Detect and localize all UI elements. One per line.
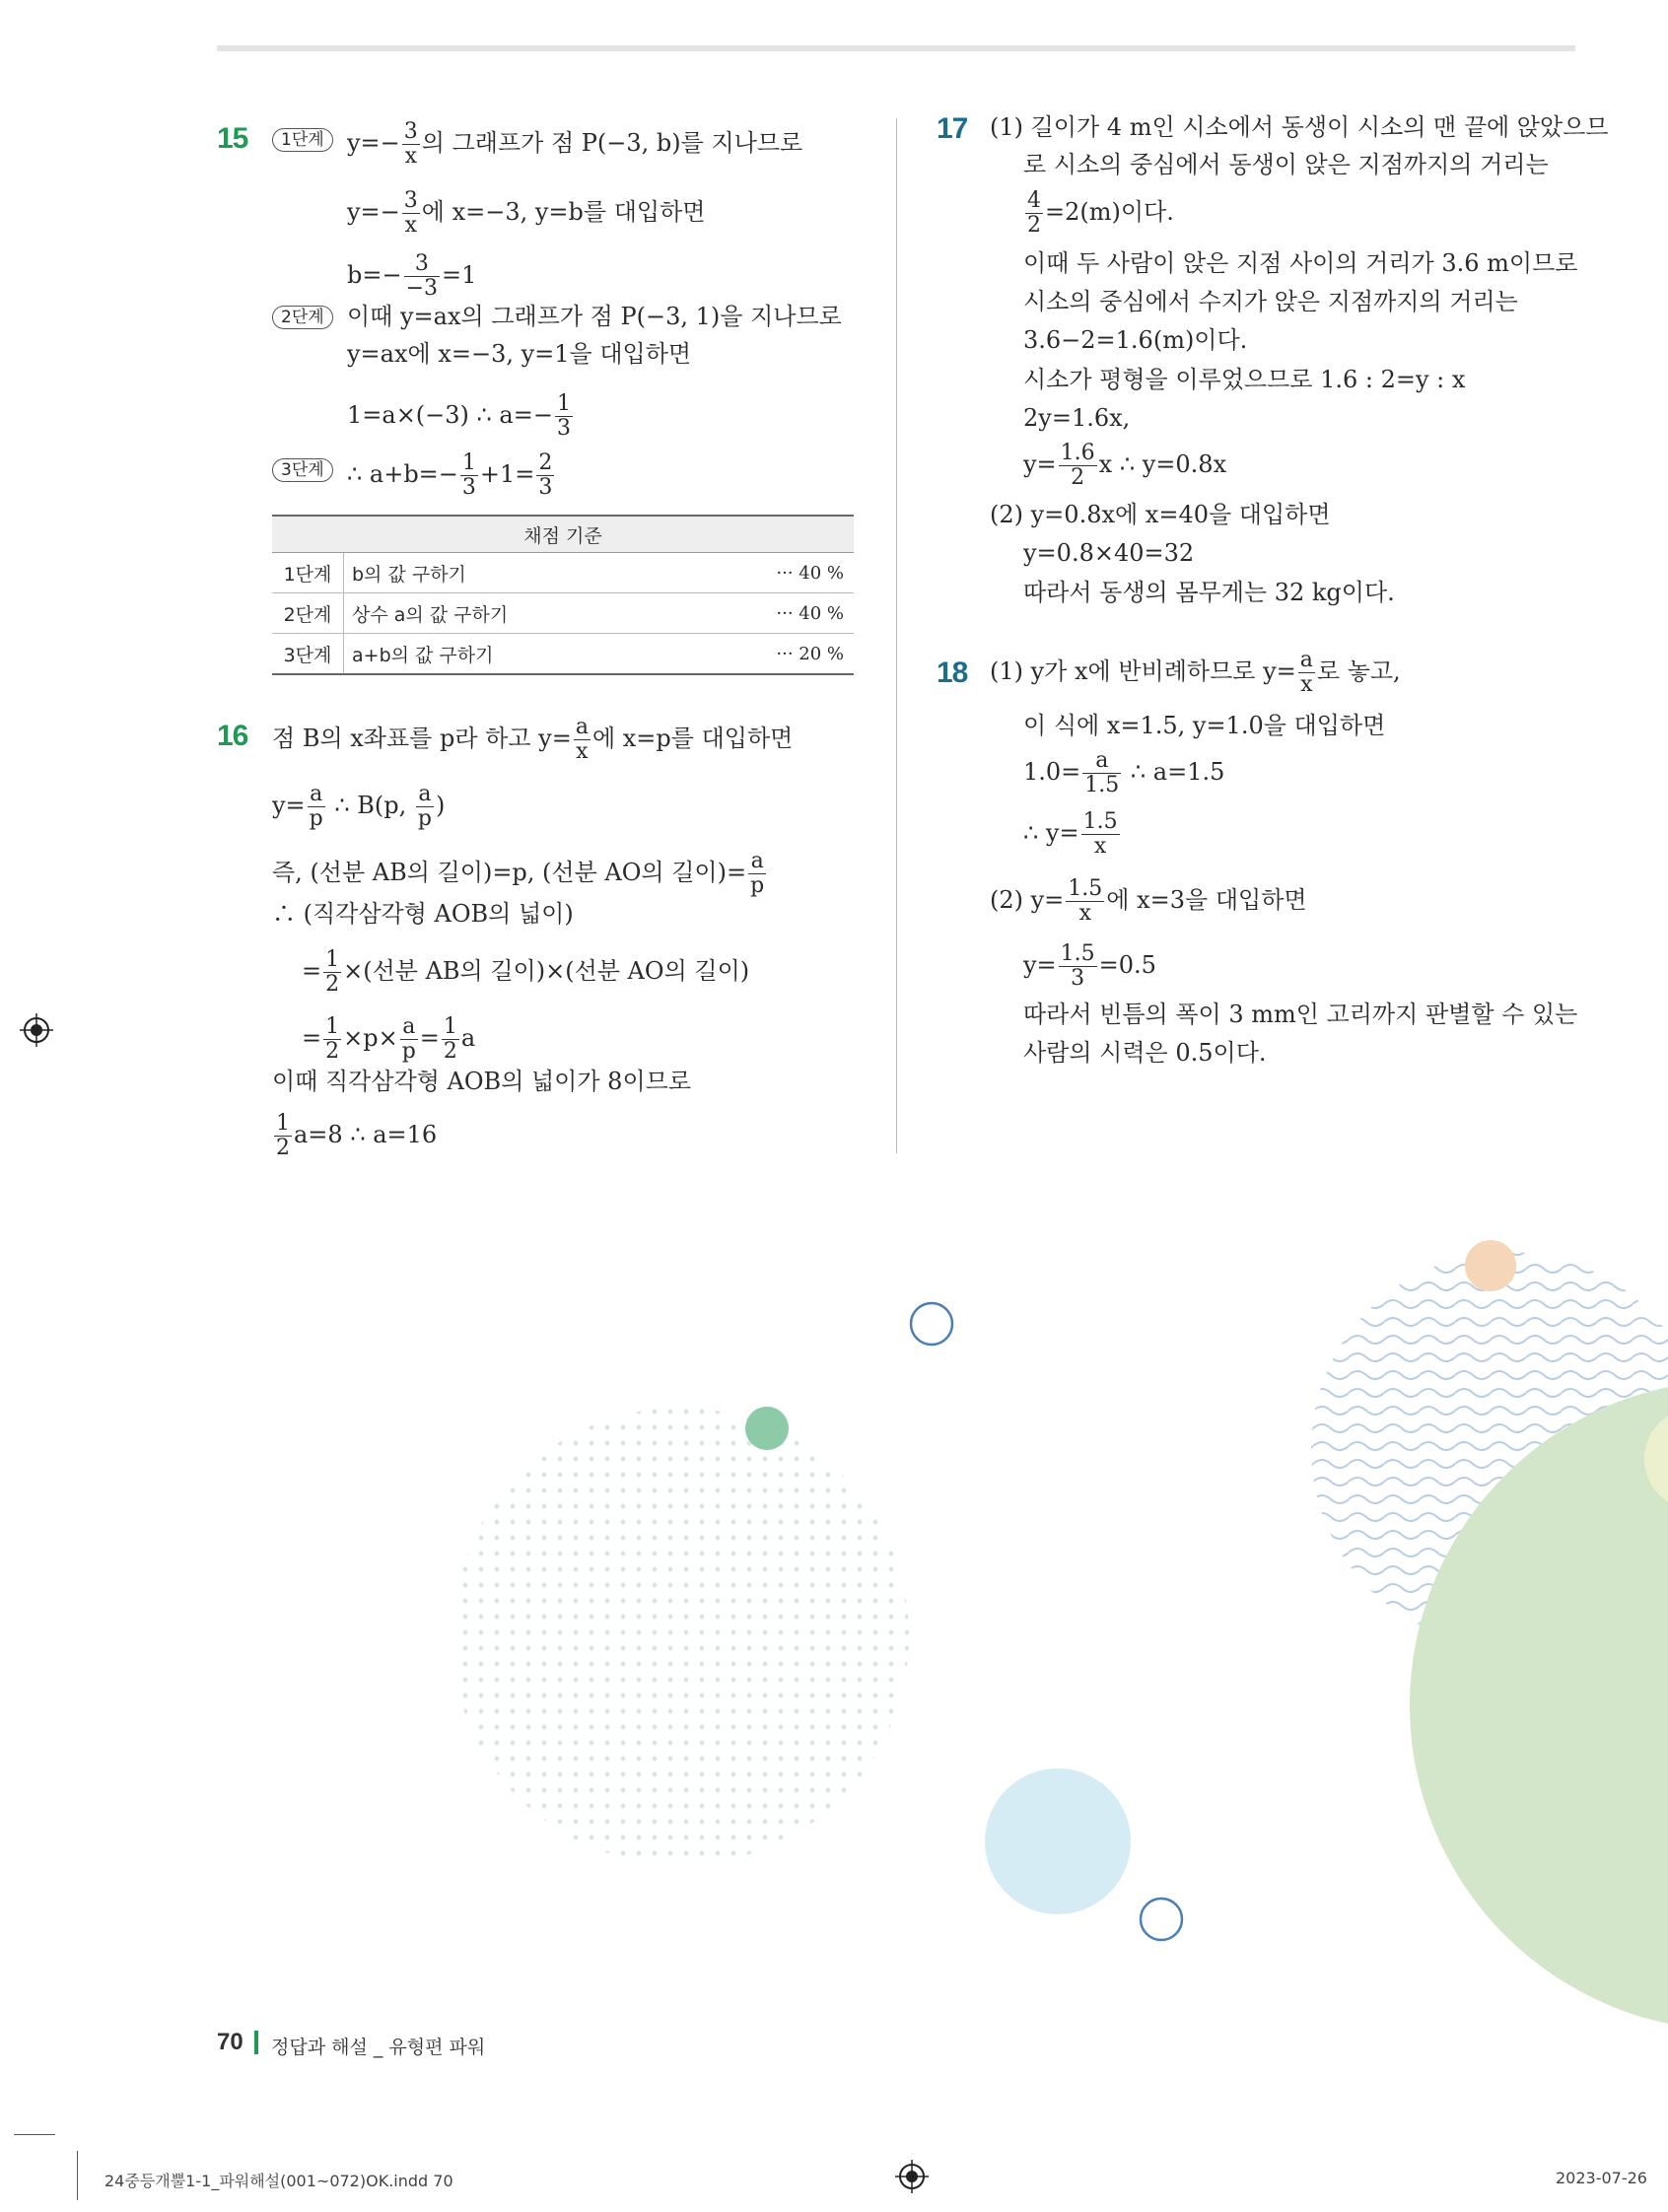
solution-line xyxy=(990,877,1307,926)
math-text: ∴ a=1.5 xyxy=(1123,758,1225,786)
solution-line xyxy=(1023,810,1122,859)
fraction: $\frac{3}{x}$ xyxy=(403,119,418,169)
percent-cell: ··· 40 % xyxy=(725,553,854,593)
peach-dot-decoration xyxy=(1465,1240,1516,1291)
teal-dot-decoration xyxy=(745,1407,789,1450)
solution-line xyxy=(1023,189,1174,238)
description-cell: a+b의 값 구하기 xyxy=(344,634,726,675)
stage-badge: 1단계 xyxy=(272,128,333,152)
fraction: $\frac{1}{2}$ xyxy=(325,947,340,997)
math-text: ×p× xyxy=(343,1024,398,1052)
solution-line xyxy=(302,1015,475,1064)
fraction: $\frac{a}{x}$ xyxy=(575,715,589,764)
math-text: b=− xyxy=(347,261,402,289)
solution-line: 로 시소의 중심에서 동생이 앉은 지점까지의 거리는 xyxy=(1023,151,1549,178)
math-text: 에 x=p를 대입하면 xyxy=(591,725,794,752)
math-text: = xyxy=(302,1024,322,1052)
percent-cell: ··· 40 % xyxy=(725,593,854,634)
fraction: $\frac{1.5}{x}$ xyxy=(1082,809,1118,859)
solution-line: 이 식에 x=1.5, y=1.0을 대입하면 xyxy=(1023,712,1386,739)
registration-mark-icon xyxy=(895,2160,929,2193)
solution-line: 사람의 시력은 0.5이다. xyxy=(1023,1039,1267,1067)
solution-line: 이때 직각삼각형 AOB의 넓이가 8이므로 xyxy=(272,1068,692,1095)
light-blue-circle-decoration xyxy=(985,1768,1131,1914)
solution-line xyxy=(272,850,768,898)
solution-line xyxy=(1023,442,1226,490)
stage-cell: 1단계 xyxy=(272,553,344,593)
fraction: $\frac{a}{1.5}$ xyxy=(1084,748,1120,797)
solution-line xyxy=(990,649,1401,697)
math-text: a xyxy=(460,1024,476,1052)
stage-badge: 2단계 xyxy=(272,306,333,329)
fraction: $\frac{2}{3}$ xyxy=(538,450,553,500)
ring-decoration xyxy=(911,1303,952,1345)
slug-date: 2023-07-26 xyxy=(1556,2169,1647,2187)
math-text: 에 x=−3, y=b를 대입하면 xyxy=(421,198,706,226)
solution-line xyxy=(1023,942,1156,991)
solution-line: y=0.8×40=32 xyxy=(1023,539,1195,567)
math-text: a=8 ∴ a=16 xyxy=(294,1121,438,1148)
table-row xyxy=(272,593,854,634)
dotted-circle-decoration xyxy=(452,1408,909,1865)
top-rule xyxy=(217,45,1575,51)
crop-mark xyxy=(14,2134,55,2135)
math-text: y=− xyxy=(347,129,400,157)
math-text: (2) y= xyxy=(990,886,1065,914)
math-text: y= xyxy=(272,792,306,819)
solution-line xyxy=(272,1112,437,1160)
problem-number: 15 xyxy=(217,122,248,155)
solution-line xyxy=(347,189,705,238)
running-footer-title: 정답과 해설 _ 유형편 파워 xyxy=(271,2037,486,2058)
problem-number: 16 xyxy=(217,720,248,752)
math-text: 점 B의 x좌표를 p라 하고 y= xyxy=(272,725,572,752)
math-text: =2(m)이다. xyxy=(1045,198,1174,226)
math-text: x ∴ y=0.8x xyxy=(1098,450,1227,478)
math-text: 1=a×(−3) ∴ a=− xyxy=(347,401,553,429)
fraction: $\frac{1.5}{3}$ xyxy=(1060,941,1095,991)
math-text: =0.5 xyxy=(1098,951,1156,979)
stage-cell: 3단계 xyxy=(272,634,344,675)
table-row xyxy=(272,634,854,675)
fraction: $\frac{1.6}{2}$ xyxy=(1060,441,1095,490)
math-text: +1= xyxy=(479,460,535,488)
solution-line: (1) 길이가 4 m인 시소에서 동생이 시소의 맨 끝에 앉았으므 xyxy=(990,113,1609,141)
solution-line xyxy=(272,783,445,831)
math-text: ∴ B(p, xyxy=(326,792,414,819)
percent-cell: ··· 20 % xyxy=(725,634,854,675)
fraction: $\frac{a}{x}$ xyxy=(1299,648,1313,697)
math-text: 의 그래프가 점 P(−3, b)를 지나므로 xyxy=(421,129,803,157)
fraction: $\frac{4}{2}$ xyxy=(1027,188,1041,238)
solution-line: 이때 y=ax의 그래프가 점 P(−3, 1)을 지나므로 xyxy=(347,303,842,330)
table-row xyxy=(272,553,854,593)
description-cell: 상수 a의 값 구하기 xyxy=(344,593,726,634)
ring-decoration-small xyxy=(1141,1899,1182,1940)
fraction: $\frac{a}{p}$ xyxy=(750,849,765,898)
page-number: 70 xyxy=(217,2029,243,2055)
fraction: $\frac{a}{p}$ xyxy=(309,782,323,831)
fraction: $\frac{a}{p}$ xyxy=(417,782,433,831)
fraction: $\frac{a}{p}$ xyxy=(401,1014,416,1064)
scoring-criteria-table xyxy=(272,515,854,675)
solution-line: (2) y=0.8x에 x=40을 대입하면 xyxy=(990,501,1331,528)
slug-filename: 24중등개뿔1-1_파워해설(001~072)OK.indd 70 xyxy=(104,2172,453,2190)
stage-cell: 2단계 xyxy=(272,593,344,634)
math-text: ∴ y= xyxy=(1023,819,1079,847)
solution-line: 이때 두 사람이 앉은 지점 사이의 거리가 3.6 m이므로 xyxy=(1023,249,1578,277)
solution-line xyxy=(347,451,556,500)
solution-line: 따라서 동생의 몸무게는 32 kg이다. xyxy=(1023,579,1395,606)
math-text: y=− xyxy=(347,198,400,226)
math-text: y= xyxy=(1023,951,1057,979)
math-text: = xyxy=(419,1024,440,1052)
fraction: $\frac{3}{x}$ xyxy=(403,188,418,238)
math-text: ∴ a+b=− xyxy=(347,460,458,488)
stage-badge: 3단계 xyxy=(272,458,333,482)
math-text: 에 x=3을 대입하면 xyxy=(1106,886,1307,914)
solution-line: 3.6−2=1.6(m)이다. xyxy=(1023,326,1248,354)
solution-line: y=ax에 x=−3, y=1을 대입하면 xyxy=(347,340,692,368)
fraction: $\frac{1}{3}$ xyxy=(556,391,571,441)
math-text: = xyxy=(302,957,322,985)
math-text: y= xyxy=(1023,450,1057,478)
table-header: 채점 기준 xyxy=(272,516,854,553)
fraction: $\frac{1}{2}$ xyxy=(443,1014,457,1064)
solution-line: 따라서 빈틈의 폭이 3 mm인 고리까지 판별할 수 있는 xyxy=(1023,1001,1578,1028)
fraction: $\frac{1}{3}$ xyxy=(461,450,476,500)
fraction: $\frac{1.5}{x}$ xyxy=(1068,876,1103,926)
math-text: 즉, (선분 AB의 길이)=p, (선분 AO의 길이)= xyxy=(272,859,747,886)
solution-line xyxy=(302,948,749,997)
solution-line xyxy=(347,392,575,441)
math-text: (1) y가 x에 반비례하므로 y= xyxy=(990,657,1296,685)
math-text: ) xyxy=(436,792,446,819)
math-text: ×(선분 AB의 길이)×(선분 AO의 길이) xyxy=(343,957,750,985)
math-text: =1 xyxy=(442,261,477,289)
solution-line: ∴ (직각삼각형 AOB의 넓이) xyxy=(272,900,574,928)
problem-number: 18 xyxy=(937,657,968,689)
math-text: 로 놓고, xyxy=(1316,657,1401,685)
solution-line: 시소가 평형을 이루었으므로 1.6 : 2=y : x xyxy=(1023,366,1466,393)
math-text: 1.0= xyxy=(1023,758,1081,786)
fraction: $\frac{1}{2}$ xyxy=(325,1014,340,1064)
solution-line xyxy=(347,252,476,301)
crop-mark xyxy=(77,2151,78,2200)
solution-line xyxy=(1023,749,1224,797)
footer-divider xyxy=(254,2031,258,2054)
solution-line xyxy=(347,120,802,169)
fraction: $\frac{3}{-3}$ xyxy=(405,251,439,301)
column-divider xyxy=(896,118,897,1153)
solution-line xyxy=(272,716,793,764)
description-cell: b의 값 구하기 xyxy=(344,553,726,593)
registration-mark-icon xyxy=(20,1013,53,1047)
problem-number: 17 xyxy=(937,112,968,145)
fraction: $\frac{1}{2}$ xyxy=(276,1111,290,1160)
solution-line: 시소의 중심에서 수지가 앉은 지점까지의 거리는 xyxy=(1023,288,1518,315)
solution-line: 2y=1.6x, xyxy=(1023,404,1131,432)
